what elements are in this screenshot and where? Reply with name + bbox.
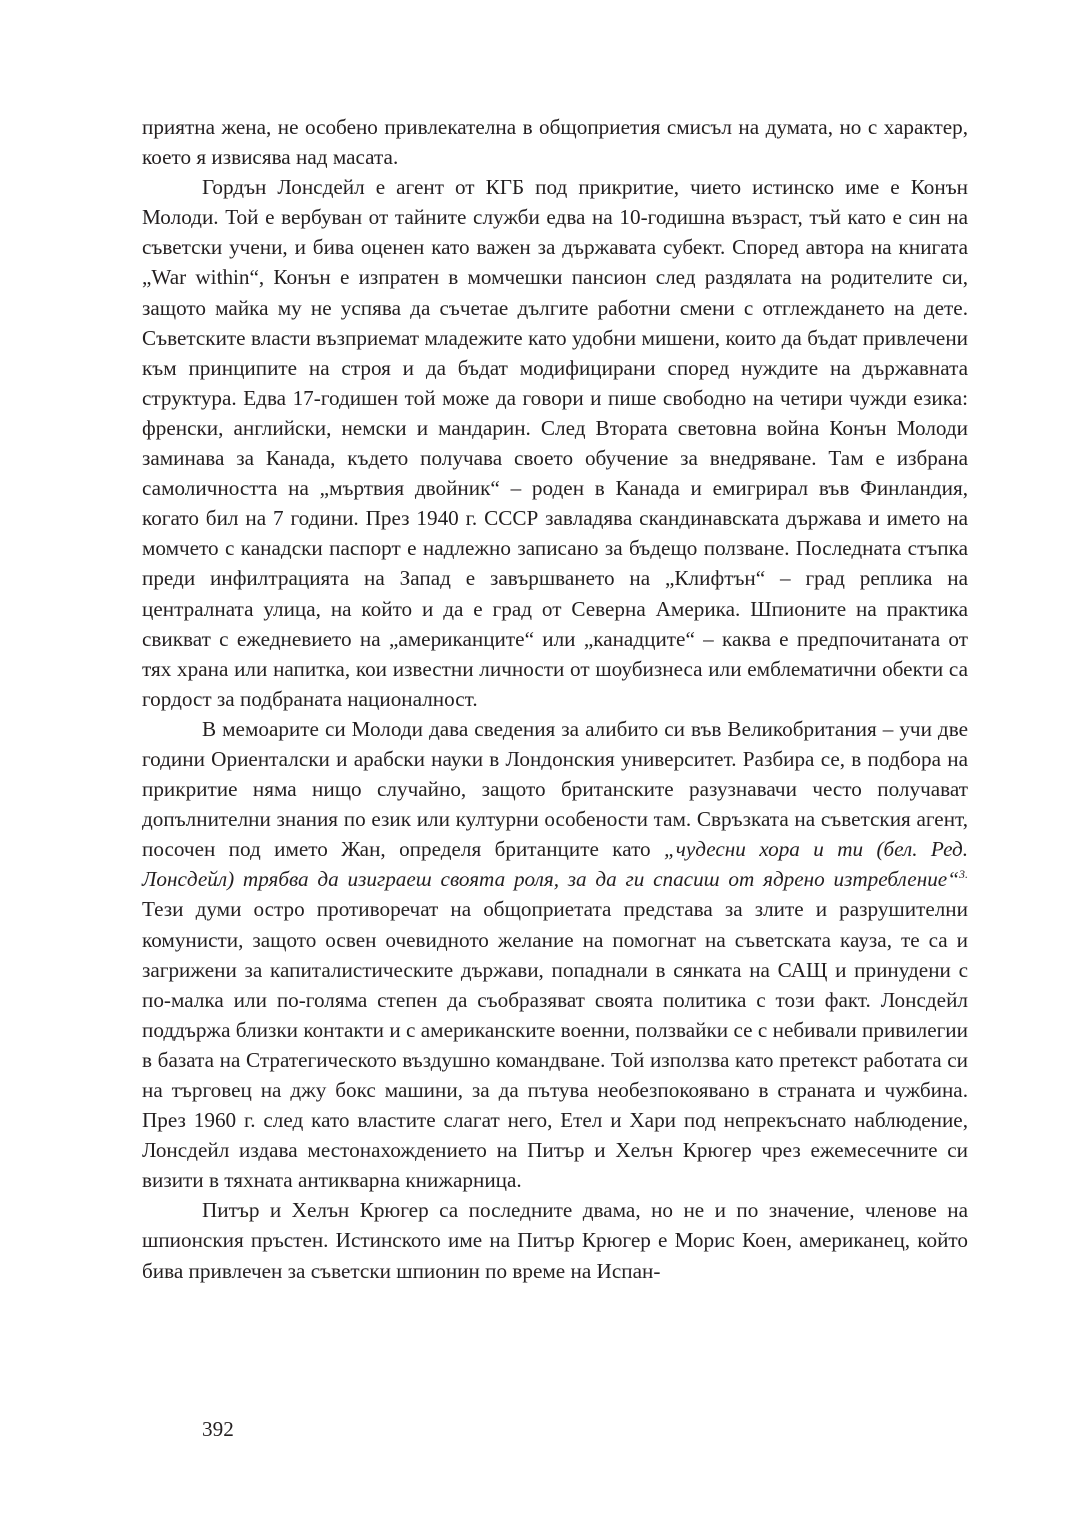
paragraph-2 xyxy=(142,172,968,714)
paragraph-3-text-b: Тези думи остро противоречат на общоприетата представа за злите и разрушителни комунисти, защото освен очевидното желание на помогнат на съветската кауза, те са и загрижени за капиталистическите държави, попаднали в сянката на САЩ и принудени с по-малка или по-голяма степен да съобразяват своята политика с този факт. Лонсдейл поддържа близки контакти и с американските военни, ползвайки се с небивали привилегии в базата на Стратегическото въздушно командване. Той използва като претекст работата си на търговец на джу бокс машини, за да пътува необезпокоявано в страната и чужбина. През 1960 г. след като властите слагат него, Етел и Хари под непрекъснато наблюдение, Лонсдейл издава местонахождението на Питър и Хелън Крюгер чрез ежемесечните си визити в тяхната антикварна книжарница. xyxy=(142,897,968,1193)
paragraph-2-text: Гордън Лонсдейл е агент от КГБ под прикритие, чието истинско име е Конън Молоди. Той е вербуван от тайните служби едва на 10-годишна възраст, тъй като е син на съветски учени, и бива оценен като важен за държавата субект. Според автора на книгата „War within“, Конън е изпратен в момчешки пансион след раздялата на родителите си, защото майка му не успява да съчетае дългите работни смени с отглеждането на дете. Съветските власти възприемат младежите като удобни мишени, които да бъдат привлечени към принципите на строя и да бъдат модифицирани според нуждите на държавната структура. Едва 17-годишен той може да говори и пише свободно на четири чужди езика: френски, английски, немски и мандарин. След Втората световна война Конън Молоди заминава за Канада, където получава своето обучение за внедряване. Там е избрана самоличността на „мъртвия двойник“ – роден в Канада и емигрирал във Финландия, когато бил на 7 години. През 1940 г. СССР завладява скандинавската държава и името на момчето с канадски паспорт е надлежно записано за бъдещо ползване. Последната стъпка преди инфилтрацията на Запад е завършването на „Клифтън“ – град реплика на централната улица, на който и да е град от Северна Америка. Шпионите на практика свикват с ежедневието на „американците“ или „канадците“ – каква е предпочитаната от тях храна или напитка, кои известни личности от шоубизнеса или емблематични обекти са гордост за подбраната националност. xyxy=(142,175,968,711)
paragraph-3 xyxy=(142,714,968,1196)
page-number: 392 xyxy=(202,1417,234,1441)
quotation-italic: „чудесни хора и ти (бел. Ред. Лонсдейл) трябва да изиграеш своята роля, за да ги спасиш от ядрено изтребление“ xyxy=(142,837,968,892)
page-body xyxy=(142,112,968,1286)
paragraph-4-text: Питър и Хелън Крюгер са последните двама, но не и по значение, членове на шпионския пръстен. Истинското име на Питър Крюгер е Морис Коен, американец, който бива привлечен за съветски шпионин по време на Испан- xyxy=(142,1198,968,1283)
paragraph-4 xyxy=(142,1195,968,1285)
footnote-reference: 3. xyxy=(959,867,968,882)
paragraph-3-text-a: В мемоарите си Молоди дава сведения за алибито си във Великобритания – учи две години Ориенталски и арабски науки в Лондонския университет. Разбира се, в подбора на прикритие няма нищо случайно, защото британските разузнавачи често получават допълнителни знания по език или културни особености там. Свръзката на съветския агент, посочен под името Жан, определя британците като xyxy=(142,716,968,862)
paragraph-1 xyxy=(142,112,968,172)
paragraph-1-text: приятна жена, не особено привлекателна в общоприетия смисъл на думата, но с характер, което я извисява над масата. xyxy=(142,115,968,170)
